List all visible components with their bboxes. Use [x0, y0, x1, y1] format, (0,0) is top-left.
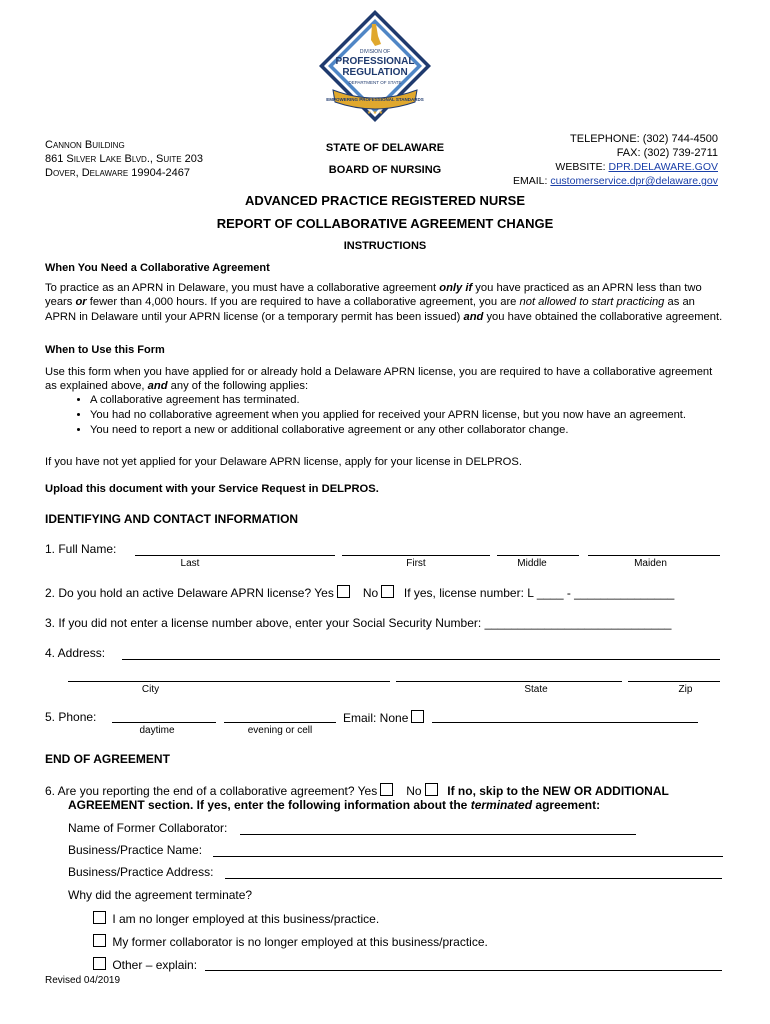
when-need-heading: When You Need a Collaborative Agreement	[45, 262, 270, 274]
address-line-2: 861 Silver Lake Blvd., Suite 203	[45, 153, 203, 165]
list-item: • A collaborative agreement has terminated.	[90, 393, 725, 408]
state-field[interactable]	[396, 681, 622, 682]
email-line: EMAIL: customerservice.dpr@delaware.gov	[512, 175, 718, 187]
business-address-field[interactable]	[225, 878, 722, 879]
business-address-label: Business/Practice Address:	[68, 865, 214, 879]
address-line-3: Dover, Delaware 19904-2467	[45, 167, 190, 179]
list-item: • You need to report a new or additional collaborative agreement or any other collaborator change.	[90, 423, 725, 438]
when-use-bullets	[45, 393, 725, 438]
label-first: First	[406, 558, 426, 569]
end-agreement-heading: END OF AGREEMENT	[45, 752, 170, 766]
daytime-phone-field[interactable]	[112, 722, 216, 723]
option-2-checkbox[interactable]	[93, 934, 106, 947]
svg-text:REGULATION: REGULATION	[342, 67, 408, 78]
instructions-heading: INSTRUCTIONS	[343, 240, 427, 252]
q4-address-label: 4. Address:	[45, 646, 106, 660]
q6-instruction: AGREEMENT section. If yes, enter the following information about the terminated agreement:	[68, 798, 601, 812]
label-state: State	[524, 684, 548, 695]
form-title-line2: REPORT OF COLLABORATIVE AGREEMENT CHANGE	[216, 216, 554, 231]
address-line-1: Cannon Building	[45, 139, 125, 151]
option-other: Other – explain:	[90, 957, 197, 972]
svg-text:DEPARTMENT OF STATE: DEPARTMENT OF STATE	[348, 80, 402, 85]
evening-phone-field[interactable]	[224, 722, 336, 723]
middle-name-field[interactable]	[497, 555, 579, 556]
label-last: Last	[180, 558, 200, 569]
option-1-checkbox[interactable]	[93, 911, 106, 924]
when-use-heading: When to Use this Form	[45, 344, 165, 356]
q3-ssn-question[interactable]: 3. If you did not enter a license number above, enter your Social Security Number: ____________________________	[45, 616, 672, 630]
office-address	[45, 138, 203, 180]
q2-no-checkbox[interactable]	[381, 585, 394, 598]
why-terminate-label: Why did the agreement terminate?	[68, 888, 253, 902]
business-name-field[interactable]	[213, 856, 723, 857]
business-name-label: Business/Practice Name:	[68, 843, 203, 857]
option-3-checkbox[interactable]	[93, 957, 106, 970]
q2-yes-checkbox[interactable]	[337, 585, 350, 598]
zip-field[interactable]	[628, 681, 720, 682]
board-of-nursing: BOARD OF NURSING	[328, 164, 442, 176]
revised-date: Revised 04/2019	[45, 975, 121, 986]
q6-question: 6. Are you reporting the end of a collaborative agreement? Yes No If no, skip to the NEW OR ADDITIONAL	[45, 784, 669, 798]
svg-text:DIVISION OF: DIVISION OF	[359, 49, 391, 55]
label-middle: Middle	[517, 558, 547, 569]
email-field[interactable]	[432, 722, 698, 723]
svg-text:★ ★ ★: ★ ★ ★	[366, 110, 384, 116]
contact-block	[513, 132, 718, 188]
upload-note: Upload this document with your Service Request in DELPROS.	[45, 483, 379, 495]
q6-no-checkbox[interactable]	[425, 783, 438, 796]
q2-license-question: 2. Do you hold an active Delaware APRN license? Yes No If yes, license number: L ____ - _______________	[45, 586, 675, 600]
svg-text:PROFESSIONAL: PROFESSIONAL	[335, 56, 415, 67]
label-evening: evening or cell	[247, 725, 313, 736]
former-collaborator-label: Name of Former Collaborator:	[68, 821, 228, 835]
option-collaborator-left: My former collaborator is no longer employed at this business/practice.	[90, 934, 488, 949]
maiden-name-field[interactable]	[588, 555, 720, 556]
not-applied-note: If you have not yet applied for your Delaware APRN license, apply for your license in DELPROS.	[45, 456, 522, 468]
dpr-seal-logo	[315, 6, 435, 126]
website-line: WEBSITE: DPR.DELAWARE.GOV	[555, 161, 718, 173]
svg-text:EMPOWERING PROFESSIONAL STANDA: EMPOWERING PROFESSIONAL STANDARDS	[326, 97, 424, 102]
fax: FAX: (302) 739-2711	[616, 147, 718, 159]
q1-full-name-label: 1. Full Name:	[45, 542, 117, 556]
when-use-paragraph: Use this form when you have applied for or already hold a Delaware APRN license, you are required to have a collaborative agreement as explained above, and any of the following applies:	[45, 366, 713, 393]
label-zip: Zip	[678, 684, 693, 695]
label-daytime: daytime	[139, 725, 175, 736]
identifying-heading: IDENTIFYING AND CONTACT INFORMATION	[45, 512, 299, 526]
website-link[interactable]: DPR.DELAWARE.GOV	[608, 161, 718, 173]
other-explain-field[interactable]	[205, 970, 722, 971]
label-city: City	[141, 684, 160, 695]
state-of-delaware: STATE OF DELAWARE	[325, 142, 445, 154]
city-field[interactable]	[68, 681, 390, 682]
option-no-longer-employed: I am no longer employed at this business/practice.	[90, 911, 379, 926]
first-name-field[interactable]	[342, 555, 490, 556]
list-item: • You had no collaborative agreement when you applied for received your APRN license, but you now have an agreement.	[90, 408, 725, 423]
q6-yes-checkbox[interactable]	[380, 783, 393, 796]
former-collaborator-field[interactable]	[240, 834, 636, 835]
form-title-line1: ADVANCED PRACTICE REGISTERED NURSE	[244, 193, 525, 208]
telephone: TELEPHONE: (302) 744-4500	[570, 133, 718, 145]
last-name-field[interactable]	[135, 555, 335, 556]
license-number-field[interactable]: If yes, license number: L ____ - _______________	[403, 586, 675, 600]
address-field[interactable]	[122, 659, 720, 660]
email-question: Email: None	[343, 710, 427, 725]
q5-phone-label: 5. Phone:	[45, 710, 97, 724]
email-link[interactable]: customerservice.dpr@delaware.gov	[550, 175, 718, 187]
when-need-paragraph: To practice as an APRN in Delaware, you must have a collaborative agreement only if you have practiced as an APRN less than two years or fewer than 4,000 hours. If you are required to have a collaborative agreement, you are not allowed to start practicing as an APRN in Delaware until your APRN license (or a temporary permit has been issued) and you have obtained the collaborative agreement.	[45, 282, 723, 323]
email-none-checkbox[interactable]	[411, 710, 424, 723]
label-maiden: Maiden	[634, 558, 667, 569]
